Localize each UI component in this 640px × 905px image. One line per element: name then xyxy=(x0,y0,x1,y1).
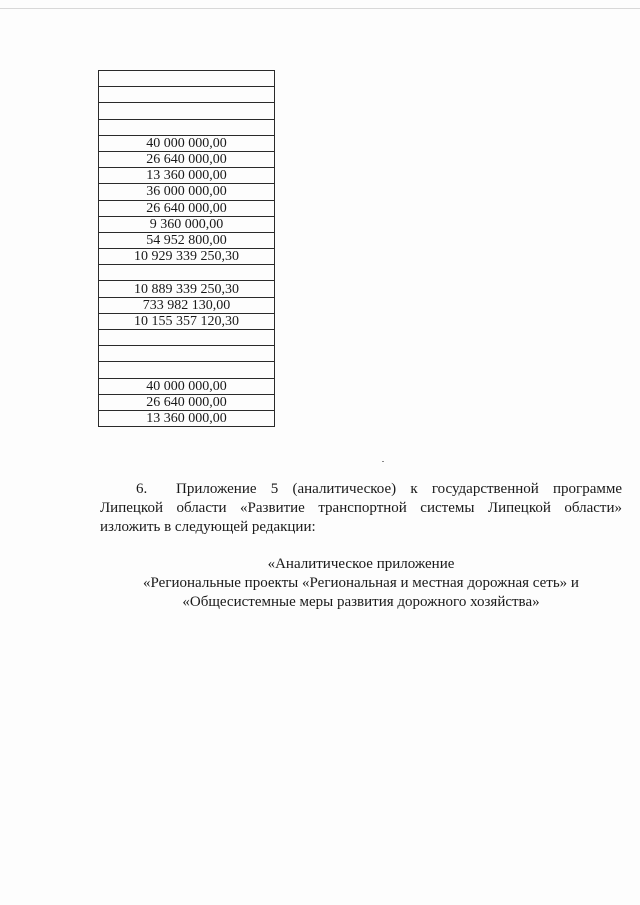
table-row xyxy=(99,216,275,232)
amount-cell: 733 982 130,00 xyxy=(99,297,275,313)
heading-line-2: «Региональные проекты «Региональная и местная дорожная сеть» и xyxy=(143,575,579,591)
table-row xyxy=(99,232,275,248)
table-row xyxy=(99,297,275,313)
table-row xyxy=(99,151,275,167)
table-row xyxy=(99,200,275,216)
amount-cell xyxy=(99,87,275,103)
table-row xyxy=(99,394,275,410)
heading-line-1: «Аналитическое приложение xyxy=(267,556,455,572)
amount-cell: 54 952 800,00 xyxy=(99,232,275,248)
amount-cell xyxy=(99,71,275,87)
table-row xyxy=(99,119,275,135)
paragraph-line-2: Липецкой области «Развитие транспортной системы Липецкой области» xyxy=(100,500,622,516)
amount-cell: 10 889 339 250,30 xyxy=(99,281,275,297)
table-row xyxy=(99,410,275,426)
amount-cell: 10 929 339 250,30 xyxy=(99,249,275,265)
scan-speck xyxy=(382,461,384,462)
table-row xyxy=(99,87,275,103)
amounts-table xyxy=(98,70,275,427)
amount-cell: 13 360 000,00 xyxy=(99,410,275,426)
table-row xyxy=(99,265,275,281)
amount-cell: 40 000 000,00 xyxy=(99,378,275,394)
amount-cell xyxy=(99,362,275,378)
amount-cell: 9 360 000,00 xyxy=(99,216,275,232)
amount-cell: 13 360 000,00 xyxy=(99,168,275,184)
amount-cell xyxy=(99,346,275,362)
paragraph-6 xyxy=(100,480,622,537)
table-row xyxy=(99,168,275,184)
amount-cell: 36 000 000,00 xyxy=(99,184,275,200)
table-row xyxy=(99,346,275,362)
table-row xyxy=(99,103,275,119)
table-row xyxy=(99,135,275,151)
amount-cell: 26 640 000,00 xyxy=(99,394,275,410)
table-row xyxy=(99,362,275,378)
table-row xyxy=(99,378,275,394)
heading-line-3: «Общесистемные меры развития дорожного хозяйства» xyxy=(182,594,540,610)
table-row xyxy=(99,281,275,297)
amount-cell: 10 155 357 120,30 xyxy=(99,313,275,329)
paragraph-line-3: изложить в следующей редакции: xyxy=(100,519,316,535)
table-row xyxy=(99,184,275,200)
appendix-heading xyxy=(100,555,622,612)
amount-cell: 40 000 000,00 xyxy=(99,135,275,151)
amount-cell xyxy=(99,265,275,281)
amount-cell: 26 640 000,00 xyxy=(99,151,275,167)
paragraph-number: 6. xyxy=(136,481,148,497)
paragraph-line-1-text: Приложение 5 (аналитическое) к государственной программе xyxy=(176,481,622,497)
table-row xyxy=(99,249,275,265)
paragraph-line-1 xyxy=(100,480,622,499)
amounts-table-body xyxy=(99,71,275,427)
page-top-edge xyxy=(0,8,640,9)
amount-cell xyxy=(99,103,275,119)
table-row xyxy=(99,313,275,329)
amount-cell xyxy=(99,119,275,135)
table-row xyxy=(99,330,275,346)
amount-cell: 26 640 000,00 xyxy=(99,200,275,216)
table-row xyxy=(99,71,275,87)
amount-cell xyxy=(99,330,275,346)
